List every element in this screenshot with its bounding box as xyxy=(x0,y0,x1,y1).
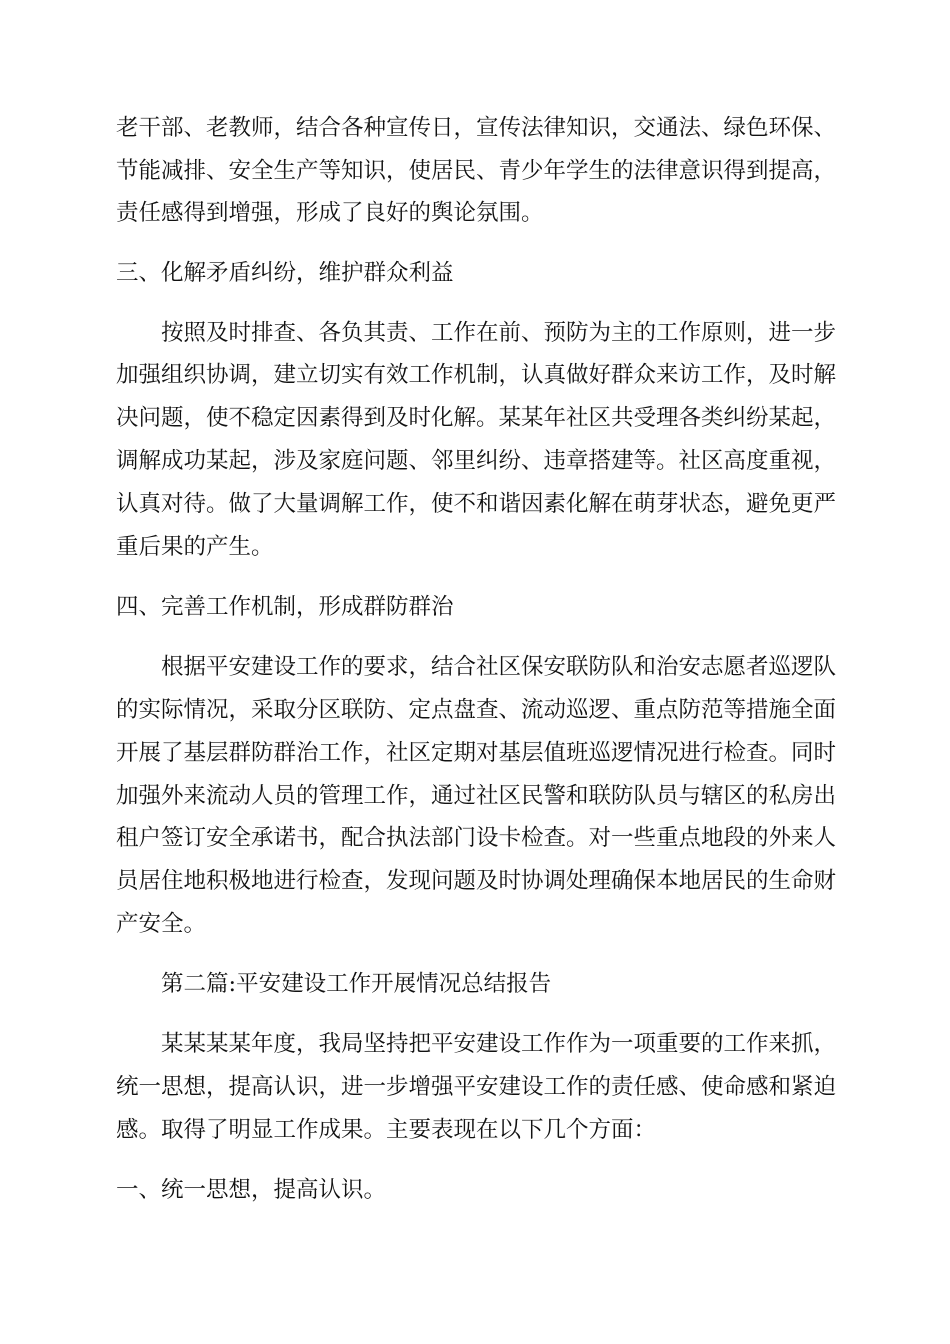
paragraph-line: 某某某某年度，我局坚持把平安建设工作作为一项重要的工作来抓， xyxy=(161,1031,837,1057)
paragraph-line: 重后果的产生。 xyxy=(116,534,274,560)
paragraph-line: 老干部、老教师，结合各种宣传日，宣传法律知识，交通法、绿色环保、 xyxy=(116,115,837,141)
paragraph-line: 责任感得到增强，形成了良好的舆论氛围。 xyxy=(116,200,544,226)
paragraph-line: 根据平安建设工作的要求，结合社区保安联防队和治安志愿者巡逻队 xyxy=(161,654,837,680)
paragraph-line: 员居住地积极地进行检查，发现问题及时协调处理确保本地居民的生命财 xyxy=(116,868,837,894)
section-heading: 一、统一思想，提高认识。 xyxy=(116,1177,387,1203)
section-heading: 四、完善工作机制，形成群防群治 xyxy=(116,594,454,620)
paragraph-line: 租户签订安全承诺书，配合执法部门设卡检查。对一些重点地段的外来人 xyxy=(116,825,837,851)
paragraph-line: 决问题，使不稳定因素得到及时化解。某某年社区共受理各类纠纷某起， xyxy=(116,405,837,431)
paragraph-line: 的实际情况，采取分区联防、定点盘查、流动巡逻、重点防范等措施全面 xyxy=(116,697,837,723)
paragraph-line: 节能减排、安全生产等知识，使居民、青少年学生的法律意识得到提高， xyxy=(116,158,837,184)
paragraph-line: 加强外来流动人员的管理工作，通过社区民警和联防队员与辖区的私房出 xyxy=(116,783,837,809)
paragraph-line: 开展了基层群防群治工作，社区定期对基层值班巡逻情况进行检查。同时 xyxy=(116,740,837,766)
section-heading: 三、化解矛盾纠纷，维护群众利益 xyxy=(116,260,454,286)
paragraph-line: 加强组织协调，建立切实有效工作机制，认真做好群众来访工作，及时解 xyxy=(116,362,837,388)
paragraph-line: 感。取得了明显工作成果。主要表现在以下几个方面： xyxy=(116,1117,657,1143)
paragraph-line: 按照及时排查、各负其责、工作在前、预防为主的工作原则，进一步 xyxy=(161,320,837,346)
chapter-title: 第二篇:平安建设工作开展情况总结报告 xyxy=(161,971,552,997)
paragraph-line: 调解成功某起，涉及家庭问题、邻里纠纷、违章搭建等。社区高度重视， xyxy=(116,448,837,474)
paragraph-line: 认真对待。做了大量调解工作，使不和谐因素化解在萌芽状态，避免更严 xyxy=(116,491,837,517)
paragraph-line: 产安全。 xyxy=(116,911,207,937)
paragraph-line: 统一思想，提高认识，进一步增强平安建设工作的责任感、使命感和紧迫 xyxy=(116,1074,837,1100)
